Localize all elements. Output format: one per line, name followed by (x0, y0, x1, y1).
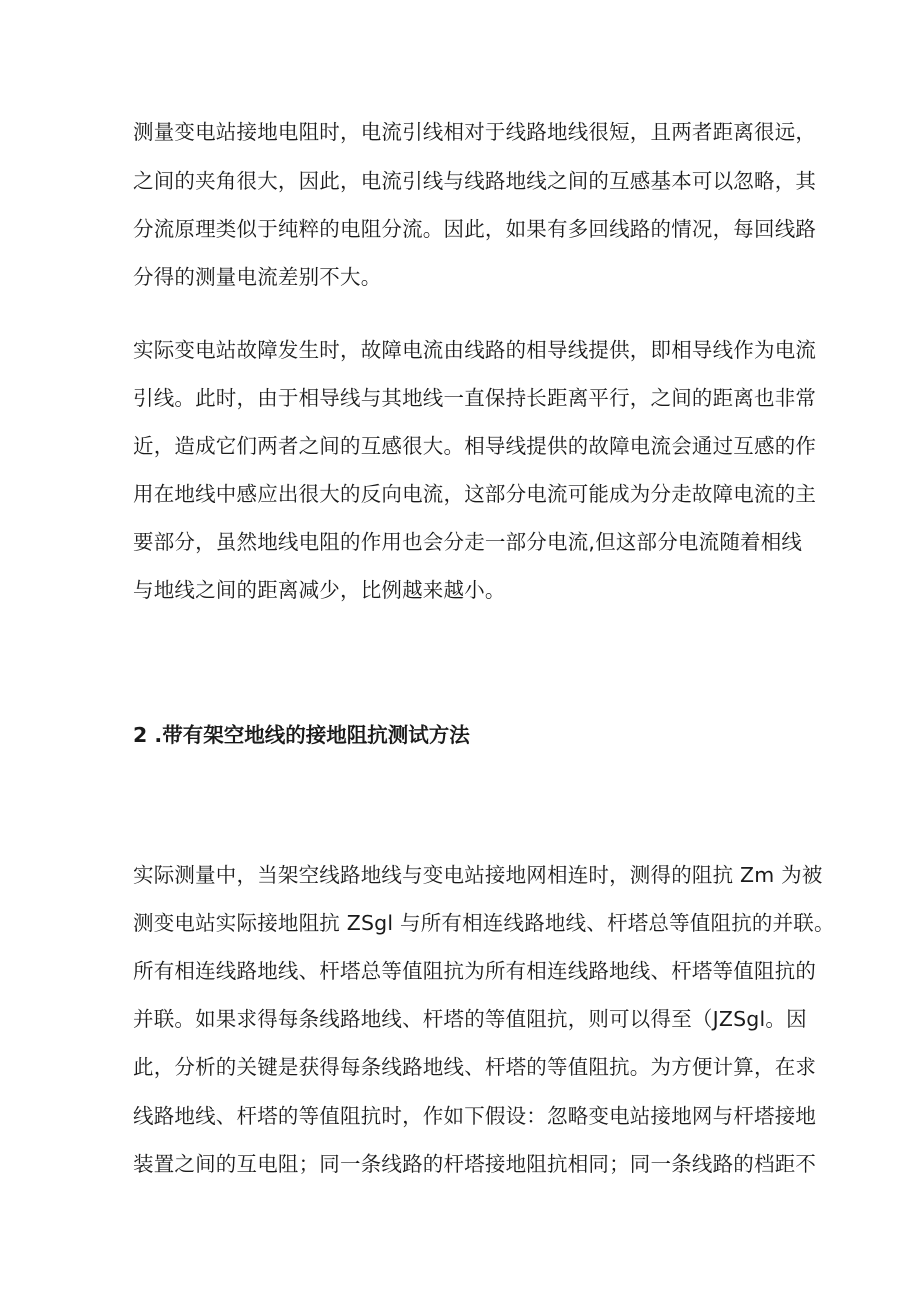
paragraph-3-line-7: 装置之间的互电阻；同一条线路的杆塔接地阻抗相同；同一条线路的档距不 (133, 1152, 817, 1176)
paragraph-1-line-4: 分得的测量电流差别不大。 (133, 265, 382, 289)
paragraph-1-line-2: 之间的夹角很大，因此，电流引线与线路地线之间的互感基本可以忽略，其 (133, 169, 817, 193)
section-heading: 2 .带有架空地线的接地阻抗测试方法 (133, 723, 470, 747)
paragraph-3-line-5: 此，分析的关键是获得每条线路地线、杆塔的等值阻抗。为方便计算，在求 (133, 1055, 817, 1079)
paragraph-2-line-4: 用在地线中感应出很大的反向电流，这部分电流可能成为分走故障电流的主 (133, 482, 817, 506)
paragraph-3-line-6: 线路地线、杆塔的等值阻抗时，作如下假设：忽略变电站接地网与杆塔接地 (133, 1104, 817, 1128)
paragraph-2-line-2: 引线。此时，由于相导线与其地线一直保持长距离平行，之间的距离也非常 (133, 386, 817, 410)
paragraph-2-line-1: 实际变电站故障发生时，故障电流由线路的相导线提供，即相导线作为电流 (133, 338, 817, 362)
paragraph-1-line-1: 测量变电站接地电阻时，电流引线相对于线路地线很短，且两者距离很远， (133, 120, 817, 144)
paragraph-2-line-5: 要部分，虽然地线电阻的作用也会分走一部分电流,但这部分电流随着相线 (133, 530, 803, 554)
paragraph-3-line-4: 并联。如果求得每条线路地线、杆塔的等值阻抗，则可以得至（JZSgl。因 (133, 1007, 807, 1031)
paragraph-3-line-3: 所有相连线路地线、杆塔总等值阻抗为所有相连线路地线、杆塔等值阻抗的 (133, 959, 817, 983)
paragraph-3-line-1: 实际测量中，当架空线路地线与变电站接地网相连时，测得的阻抗 Zm 为被 (133, 863, 823, 887)
paragraph-1-line-3: 分流原理类似于纯粹的电阻分流。因此，如果有多回线路的情况，每回线路 (133, 217, 817, 241)
paragraph-2-line-6: 与地线之间的距离减少，比例越来越小。 (133, 578, 506, 602)
paragraph-3-line-2: 测变电站实际接地阻抗 ZSgl 与所有相连线路地线、杆塔总等值阻抗的并联。 (133, 911, 835, 935)
paragraph-2-line-3: 近，造成它们两者之间的互感很大。相导线提供的故障电流会通过互感的作 (133, 434, 817, 458)
